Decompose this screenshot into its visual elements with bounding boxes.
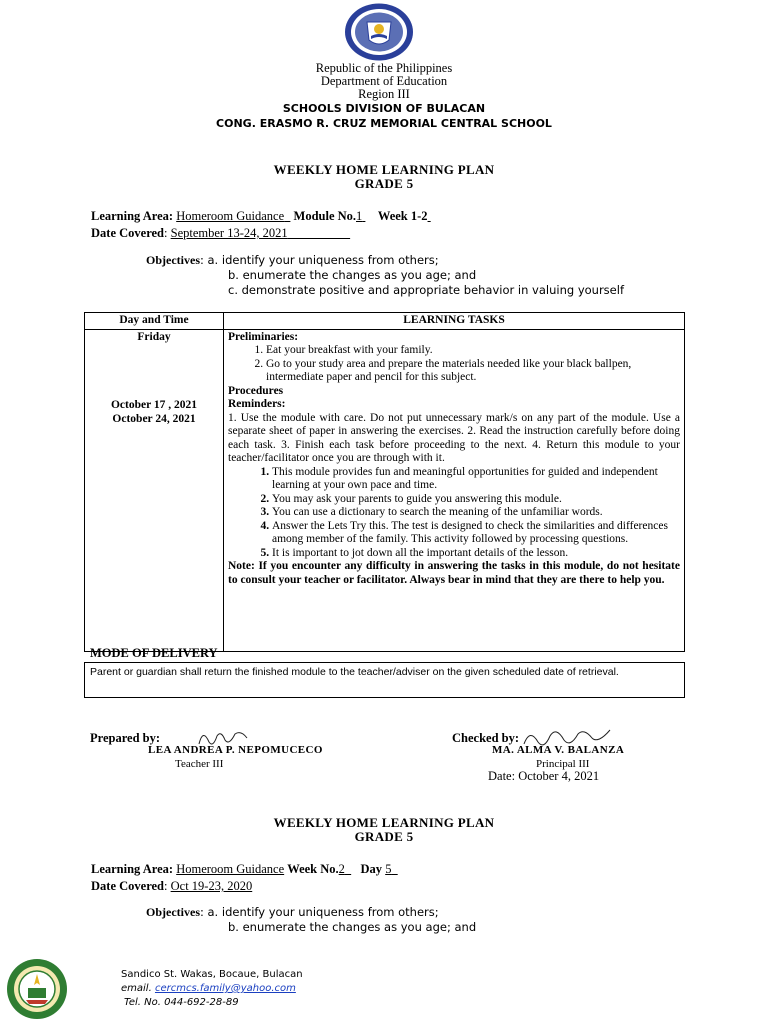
checked-by-name: MA. ALMA V. BALANZA xyxy=(492,744,625,756)
plan2-grade: GRADE 5 xyxy=(354,829,414,844)
reminders-heading: Reminders: xyxy=(228,398,286,410)
school-address: Sandico St. Wakas, Bocaue, Bulacan xyxy=(121,969,303,980)
list-item: 1. This module provides fun and meaningful opportunities for guided and independent learning at your own pace and time. xyxy=(272,466,680,493)
plan2-objectives-row xyxy=(146,905,439,920)
plan2-learning-area-label: Learning Area: xyxy=(91,862,174,876)
procedures-heading: Procedures xyxy=(228,384,284,397)
school-telephone: Tel. No. 044-692-28-89 xyxy=(124,997,239,1008)
list-item: 2. You may ask your parents to guide you answering this module. xyxy=(272,493,680,507)
plan2-day-value: 5 xyxy=(385,862,392,876)
plan2-title: WEEKLY HOME LEARNING PLAN xyxy=(273,815,495,830)
plan2-objectives-label: Objectives xyxy=(146,905,200,919)
note-text: Note: If you encounter any difficulty in answering the tasks in this module, do not hesitate to consult your teacher or facilitator. Always bear in mind that they are there to help you. xyxy=(228,560,680,586)
objective-b: b. enumerate the changes as you age; and xyxy=(228,268,477,282)
preliminaries-heading: Preliminaries: xyxy=(228,330,299,343)
plan-title: WEEKLY HOME LEARNING PLAN xyxy=(273,162,495,177)
plan2-learning-area-row xyxy=(91,862,398,877)
header-line-2: Department of Education xyxy=(320,74,448,88)
header-division: SCHOOLS DIVISION OF BULACAN xyxy=(282,102,486,115)
date-covered-value: September 13-24, 2021 xyxy=(170,226,288,240)
module-value: 1 xyxy=(356,209,363,223)
col-header-learning-tasks: LEARNING TASKS xyxy=(224,313,685,330)
school-email-row xyxy=(121,983,296,994)
plan2-week-value: 2 xyxy=(338,862,345,876)
checked-by-label: Checked by: xyxy=(452,731,520,745)
plan2-objective-a: : a. identify your uniqueness from others; xyxy=(199,905,439,919)
school-logo xyxy=(6,958,68,1020)
plan-grade: GRADE 5 xyxy=(354,176,414,191)
checked-by-title: Principal III xyxy=(536,758,590,770)
deped-seal xyxy=(343,2,415,62)
day: Friday xyxy=(137,330,171,343)
mode-of-delivery-text: Parent or guardian shall return the finished module to the teacher/adviser on the given scheduled date of retrieval. xyxy=(90,666,619,678)
reminders-text: 1. Use the module with care. Do not put unnecessary mark/s on any part of the module. Use a separate sheet of paper in answering the exercises. 2. Read the instruction carefully before doing each task. 3. Finish each task before proceeding to the next. 4. Return this module to your teacher/facilitator once you are through with it. xyxy=(228,411,680,464)
list-item: 3. You can use a dictionary to search the meaning of the unfamiliar words. xyxy=(272,506,680,520)
prepared-by-label: Prepared by: xyxy=(90,731,161,745)
module-label: Module No. xyxy=(293,209,357,223)
header-line-3: Region III xyxy=(358,87,410,101)
table-row xyxy=(85,329,685,651)
learning-area-value: Homeroom Guidance xyxy=(176,209,285,223)
date-2: October 24, 2021 xyxy=(112,412,196,425)
plan2-date-value: Oct 19-23, 2020 xyxy=(170,879,253,893)
preliminaries-list xyxy=(228,344,680,385)
date-1: October 17 , 2021 xyxy=(110,399,198,411)
email-label: email. xyxy=(121,983,152,994)
date-covered-row: Date Covered: September 13-24, 2021 xyxy=(91,226,288,240)
mode-of-delivery-box xyxy=(84,662,685,698)
day-time-cell xyxy=(85,329,224,651)
learning-plan-table xyxy=(84,312,685,652)
week-label: Week 1-2 xyxy=(377,209,428,223)
school-email-link[interactable]: cercmcs.family@yahoo.com xyxy=(154,983,296,994)
plan2-learning-area-value: Homeroom Guidance xyxy=(176,862,285,876)
plan2-week-label: Week No. xyxy=(287,862,339,876)
plan2-date-label: Date Covered xyxy=(91,879,165,893)
date-covered-label: Date Covered xyxy=(91,226,165,240)
list-item: 1. Eat your breakfast with your family. xyxy=(266,344,680,358)
plan2-date-row: Date Covered: Oct 19-23, 2020 xyxy=(91,879,253,893)
objective-c: c. demonstrate positive and appropriate behavior in valuing yourself xyxy=(228,283,624,297)
objectives-row xyxy=(146,253,439,268)
prepared-by-name: LEA ANDREA P. NEPOMUCECO xyxy=(148,744,323,756)
learning-tasks-cell xyxy=(224,329,685,651)
plan2-objective-b: b. enumerate the changes as you age; and xyxy=(228,920,477,934)
plan2-day-label: Day xyxy=(360,862,383,876)
mode-of-delivery-label: MODE OF DELIVERY xyxy=(90,646,218,660)
col-header-day-time: Day and Time xyxy=(85,313,224,330)
reminders-list xyxy=(228,466,680,561)
list-item: 2. Go to your study area and prepare the materials needed like your black ballpen, intermediate paper and pencil for this subject. xyxy=(266,358,680,385)
list-item: 5. It is important to jot down all the important details of the lesson. xyxy=(272,547,680,561)
table-header-row xyxy=(85,313,685,330)
prepared-by-title: Teacher III xyxy=(175,758,224,770)
learning-area-label: Learning Area: xyxy=(91,209,174,223)
checked-date: Date: October 4, 2021 xyxy=(488,769,600,783)
objective-a: : a. identify your uniqueness from others; xyxy=(199,253,439,267)
objectives-label: Objectives xyxy=(146,253,200,267)
header-line-1: Republic of the Philippines xyxy=(315,61,453,75)
list-item: 4. Answer the Lets Try this. The test is designed to check the similarities and differences among member of the family. This activity followed by processing questions. xyxy=(272,520,680,547)
header-school: CONG. ERASMO R. CRUZ MEMORIAL CENTRAL SCHOOL xyxy=(216,117,552,130)
learning-area-row xyxy=(91,209,431,224)
